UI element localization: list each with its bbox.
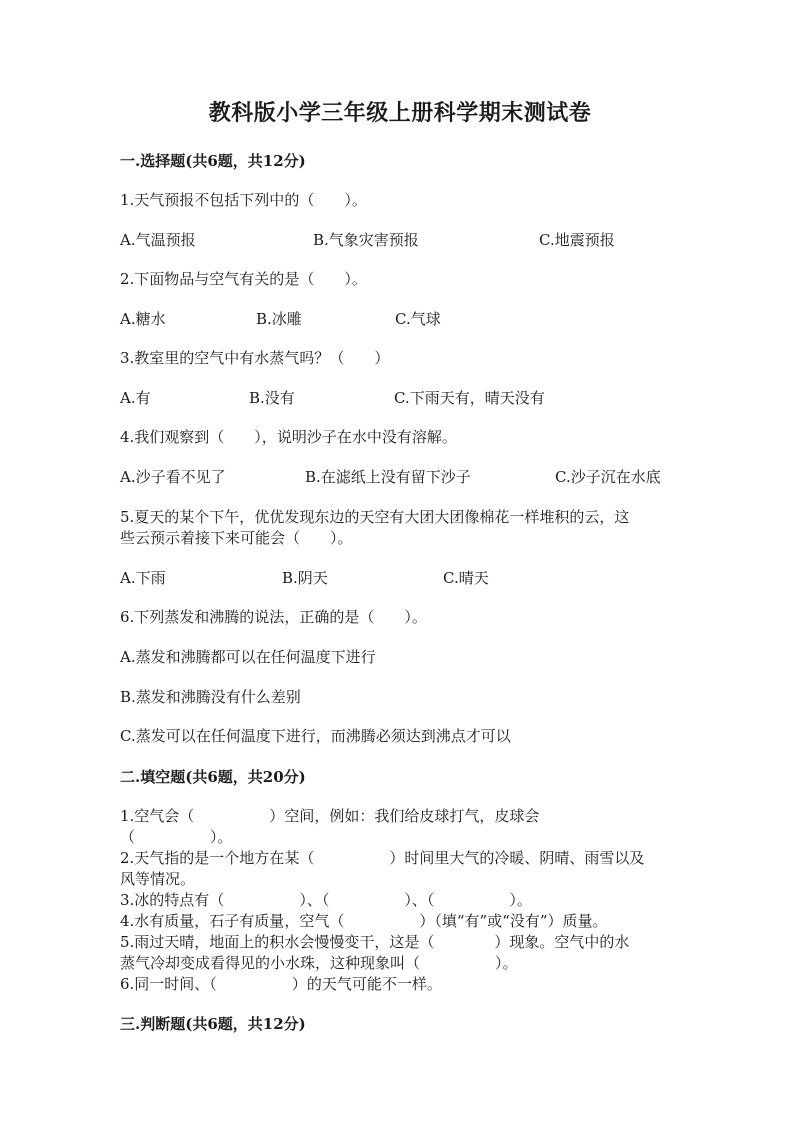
q1-option-a: A.气温预报: [120, 231, 196, 249]
section-heading-true-false: 三.判断题(共6题，共12分): [120, 1015, 306, 1033]
q6-option-a: A.蒸发和沸腾都可以在任何温度下进行: [120, 648, 376, 666]
q5-option-c: C.晴天: [443, 569, 489, 587]
q6-option-c: C.蒸发可以在任何温度下进行，而沸腾必须达到沸点才可以: [120, 727, 511, 745]
fill-line-3: 2.天气指的是一个地方在某（ ）时间里大气的冷暖、阴晴、雨雪以及: [120, 849, 645, 867]
q4-option-a: A.沙子看不见了: [120, 468, 226, 486]
page-title: 教科版小学三年级上册科学期末测试卷: [208, 100, 592, 126]
question-5-line-2: 些云预示着接下来可能会（ ）。: [120, 529, 353, 547]
fill-line-7: 5.雨过天晴，地面上的积水会慢慢变干，这是（ ）现象。空气中的水: [120, 933, 630, 951]
question-6: 6.下列蒸发和沸腾的说法，正确的是（ ）。: [120, 608, 427, 626]
section-heading-choice: 一.选择题(共6题，共12分): [120, 152, 306, 170]
section-heading-fill-blank: 二.填空题(共6题，共20分): [120, 768, 306, 786]
q3-option-b: B.没有: [249, 389, 295, 407]
q2-option-c: C.气球: [395, 310, 441, 328]
fill-line-2: （ ）。: [120, 828, 233, 846]
q3-option-c: C.下雨天有，晴天没有: [394, 389, 545, 407]
fill-line-8: 蒸气冷却变成看得见的小水珠，这种现象叫（ ）。: [120, 954, 518, 972]
q6-option-b: B.蒸发和沸腾没有什么差别: [120, 688, 301, 706]
q4-option-b: B.在滤纸上没有留下沙子: [305, 468, 471, 486]
q2-option-a: A.糖水: [120, 310, 166, 328]
q3-option-a: A.有: [120, 389, 151, 407]
fill-line-1: 1.空气会（ ）空间，例如：我们给皮球打气，皮球会: [120, 807, 540, 825]
question-5-line-1: 5.夏天的某个下午，优优发现东边的天空有大团大团像棉花一样堆积的云，这: [120, 508, 630, 526]
question-4: 4.我们观察到（ ），说明沙子在水中没有溶解。: [120, 428, 457, 446]
q4-option-c: C.沙子沉在水底: [555, 468, 661, 486]
fill-line-6: 4.水有质量，石子有质量，空气（ ）（填“有”或“没有”）质量。: [120, 912, 608, 930]
fill-line-5: 3.冰的特点有（ ）、（ ）、（ ）。: [120, 891, 532, 909]
fill-line-9: 6.同一时间、（ ）的天气可能不一样。: [120, 975, 442, 993]
q2-option-b: B.冰雕: [256, 310, 302, 328]
q5-option-a: A.下雨: [120, 569, 166, 587]
q5-option-b: B.阴天: [282, 569, 328, 587]
q1-option-c: C.地震预报: [539, 231, 615, 249]
q1-option-b: B.气象灾害预报: [313, 231, 419, 249]
fill-line-4: 风等情况。: [120, 870, 196, 888]
question-1: 1.天气预报不包括下列中的（ ）。: [120, 191, 367, 209]
question-2: 2.下面物品与空气有关的是（ ）。: [120, 270, 367, 288]
question-3: 3.教室里的空气中有水蒸气吗？（ ）: [120, 349, 390, 367]
